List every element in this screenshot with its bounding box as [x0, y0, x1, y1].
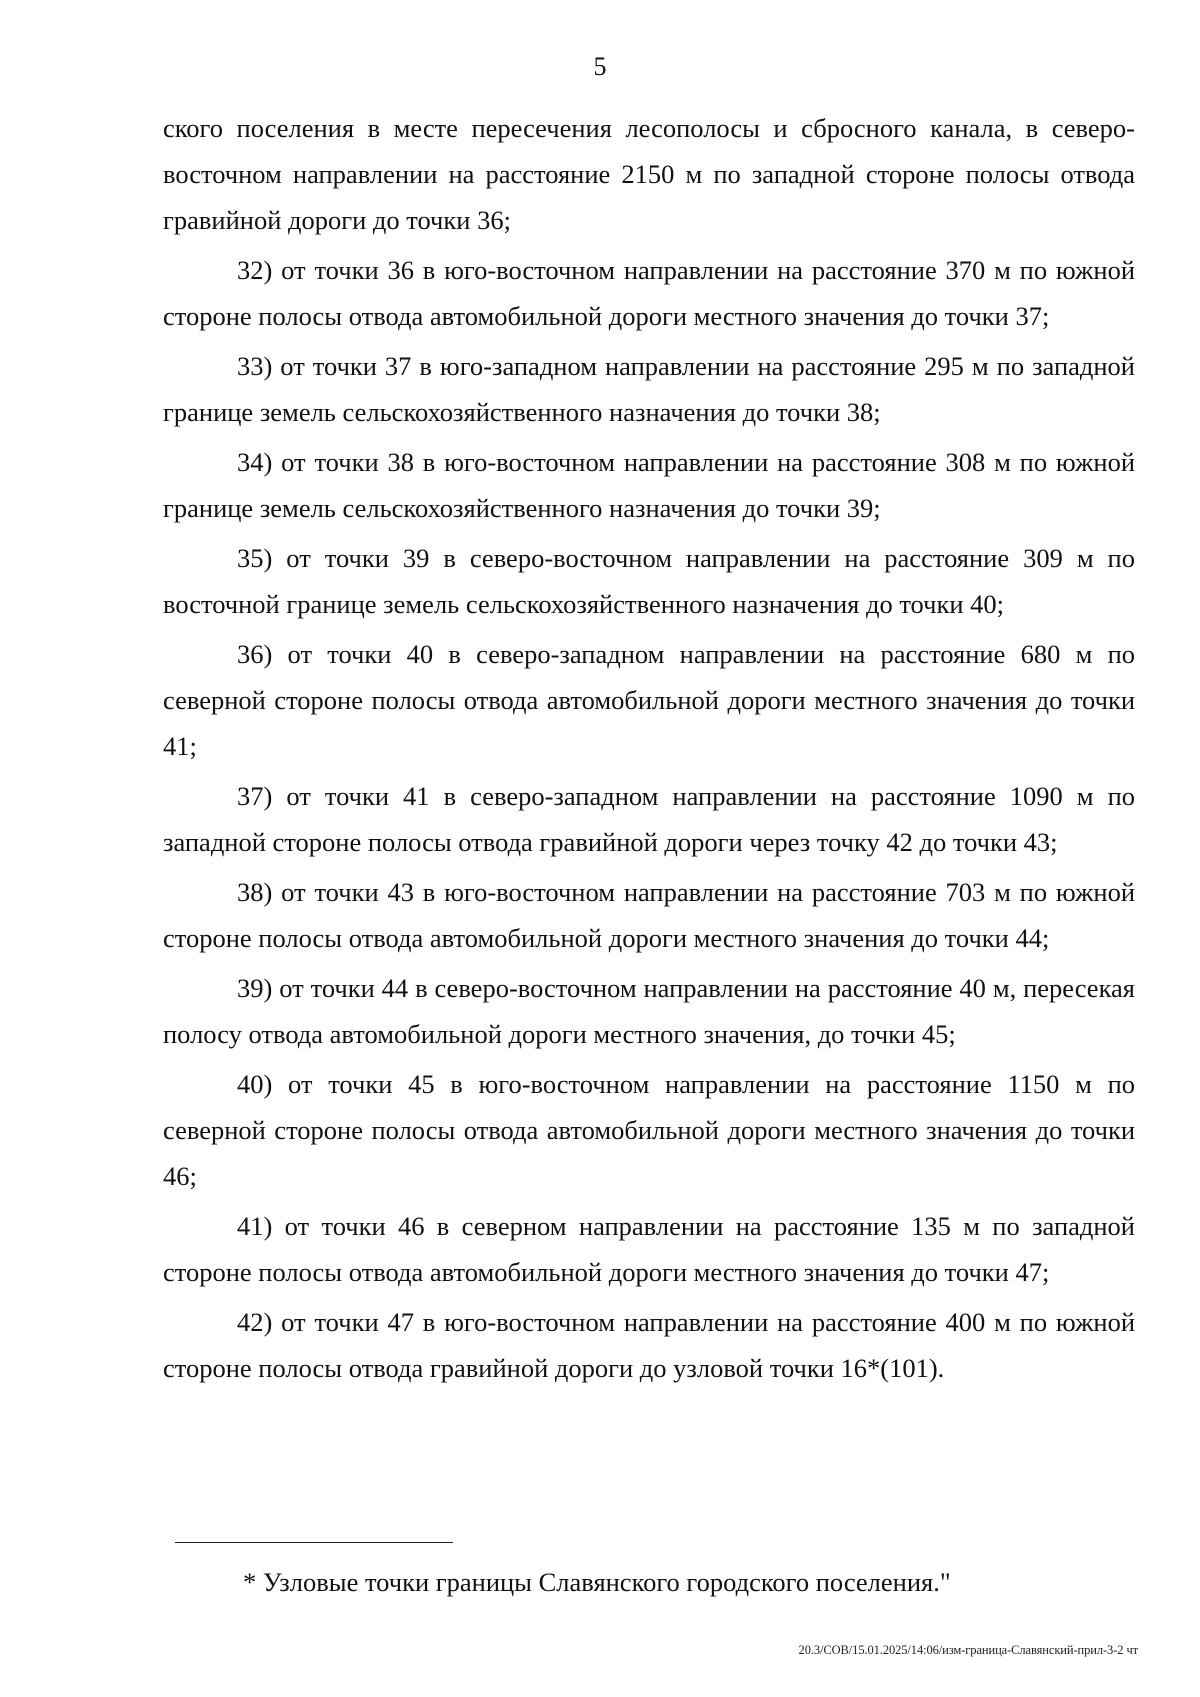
page-number: 5 [593, 52, 607, 81]
paragraph-item-37: 37) от точки 41 в северо-западном направлении на расстояние 1090 м по западной стороне полосы отвода гравийной дороги через точку 42 до точки 43; [163, 781, 1135, 857]
paragraph-item-38: 38) от точки 43 в юго-восточном направлении на расстояние 703 м по южной стороне полосы отвода автомобильной дороги местного значения до точки 44; [163, 877, 1135, 953]
paragraph-item-36: 36) от точки 40 в северо-западном направлении на расстояние 680 м по северной стороне полосы отвода автомобильной дороги местного значения до точки 41; [163, 639, 1135, 761]
paragraph-item-40: 40) от точки 45 в юго-восточном направлении на расстояние 1150 м по северной стороне полосы отвода автомобильной дороги местного значения до точки 46; [163, 1069, 1135, 1191]
document-body [163, 105, 1135, 1395]
paragraph-item-32: 32) от точки 36 в юго-восточном направлении на расстояние 370 м по южной стороне полосы отвода автомобильной дороги местного значения до точки 37; [163, 255, 1135, 331]
paragraph-item-35: 35) от точки 39 в северо-восточном направлении на расстояние 309 м по восточной границе земель сельскохозяйственного назначения до точки 40; [163, 543, 1135, 619]
footnote: * Узловые точки границы Славянского городского поселения." [243, 1567, 951, 1597]
document-stamp: 20.3/СОВ/15.01.2025/14:06/изм-граница-Славянский-прил-3-2 чт [798, 1643, 1138, 1657]
paragraph-continuation: ского поселения в месте пересечения лесополосы и сбросного канала, в северо-восточном направлении на расстояние 2150 м по западной стороне полосы отвода гравийной дороги до точки 36; [163, 113, 1135, 235]
paragraph-item-42: 42) от точки 47 в юго-восточном направлении на расстояние 400 м по южной стороне полосы отвода гравийной дороги до узловой точки 16*(101). [163, 1307, 1135, 1383]
footnote-divider [175, 1542, 453, 1543]
paragraph-item-39: 39) от точки 44 в северо-восточном направлении на расстояние 40 м, пересекая полосу отвода автомобильной дороги местного значения, до точки 45; [163, 973, 1135, 1049]
paragraph-item-33: 33) от точки 37 в юго-западном направлении на расстояние 295 м по западной границе земель сельскохозяйственного назначения до точки 38; [163, 351, 1135, 427]
paragraph-item-34: 34) от точки 38 в юго-восточном направлении на расстояние 308 м по южной границе земель сельскохозяйственного назначения до точки 39; [163, 447, 1135, 523]
paragraph-item-41: 41) от точки 46 в северном направлении на расстояние 135 м по западной стороне полосы отвода автомобильной дороги местного значения до точки 47; [163, 1211, 1135, 1287]
